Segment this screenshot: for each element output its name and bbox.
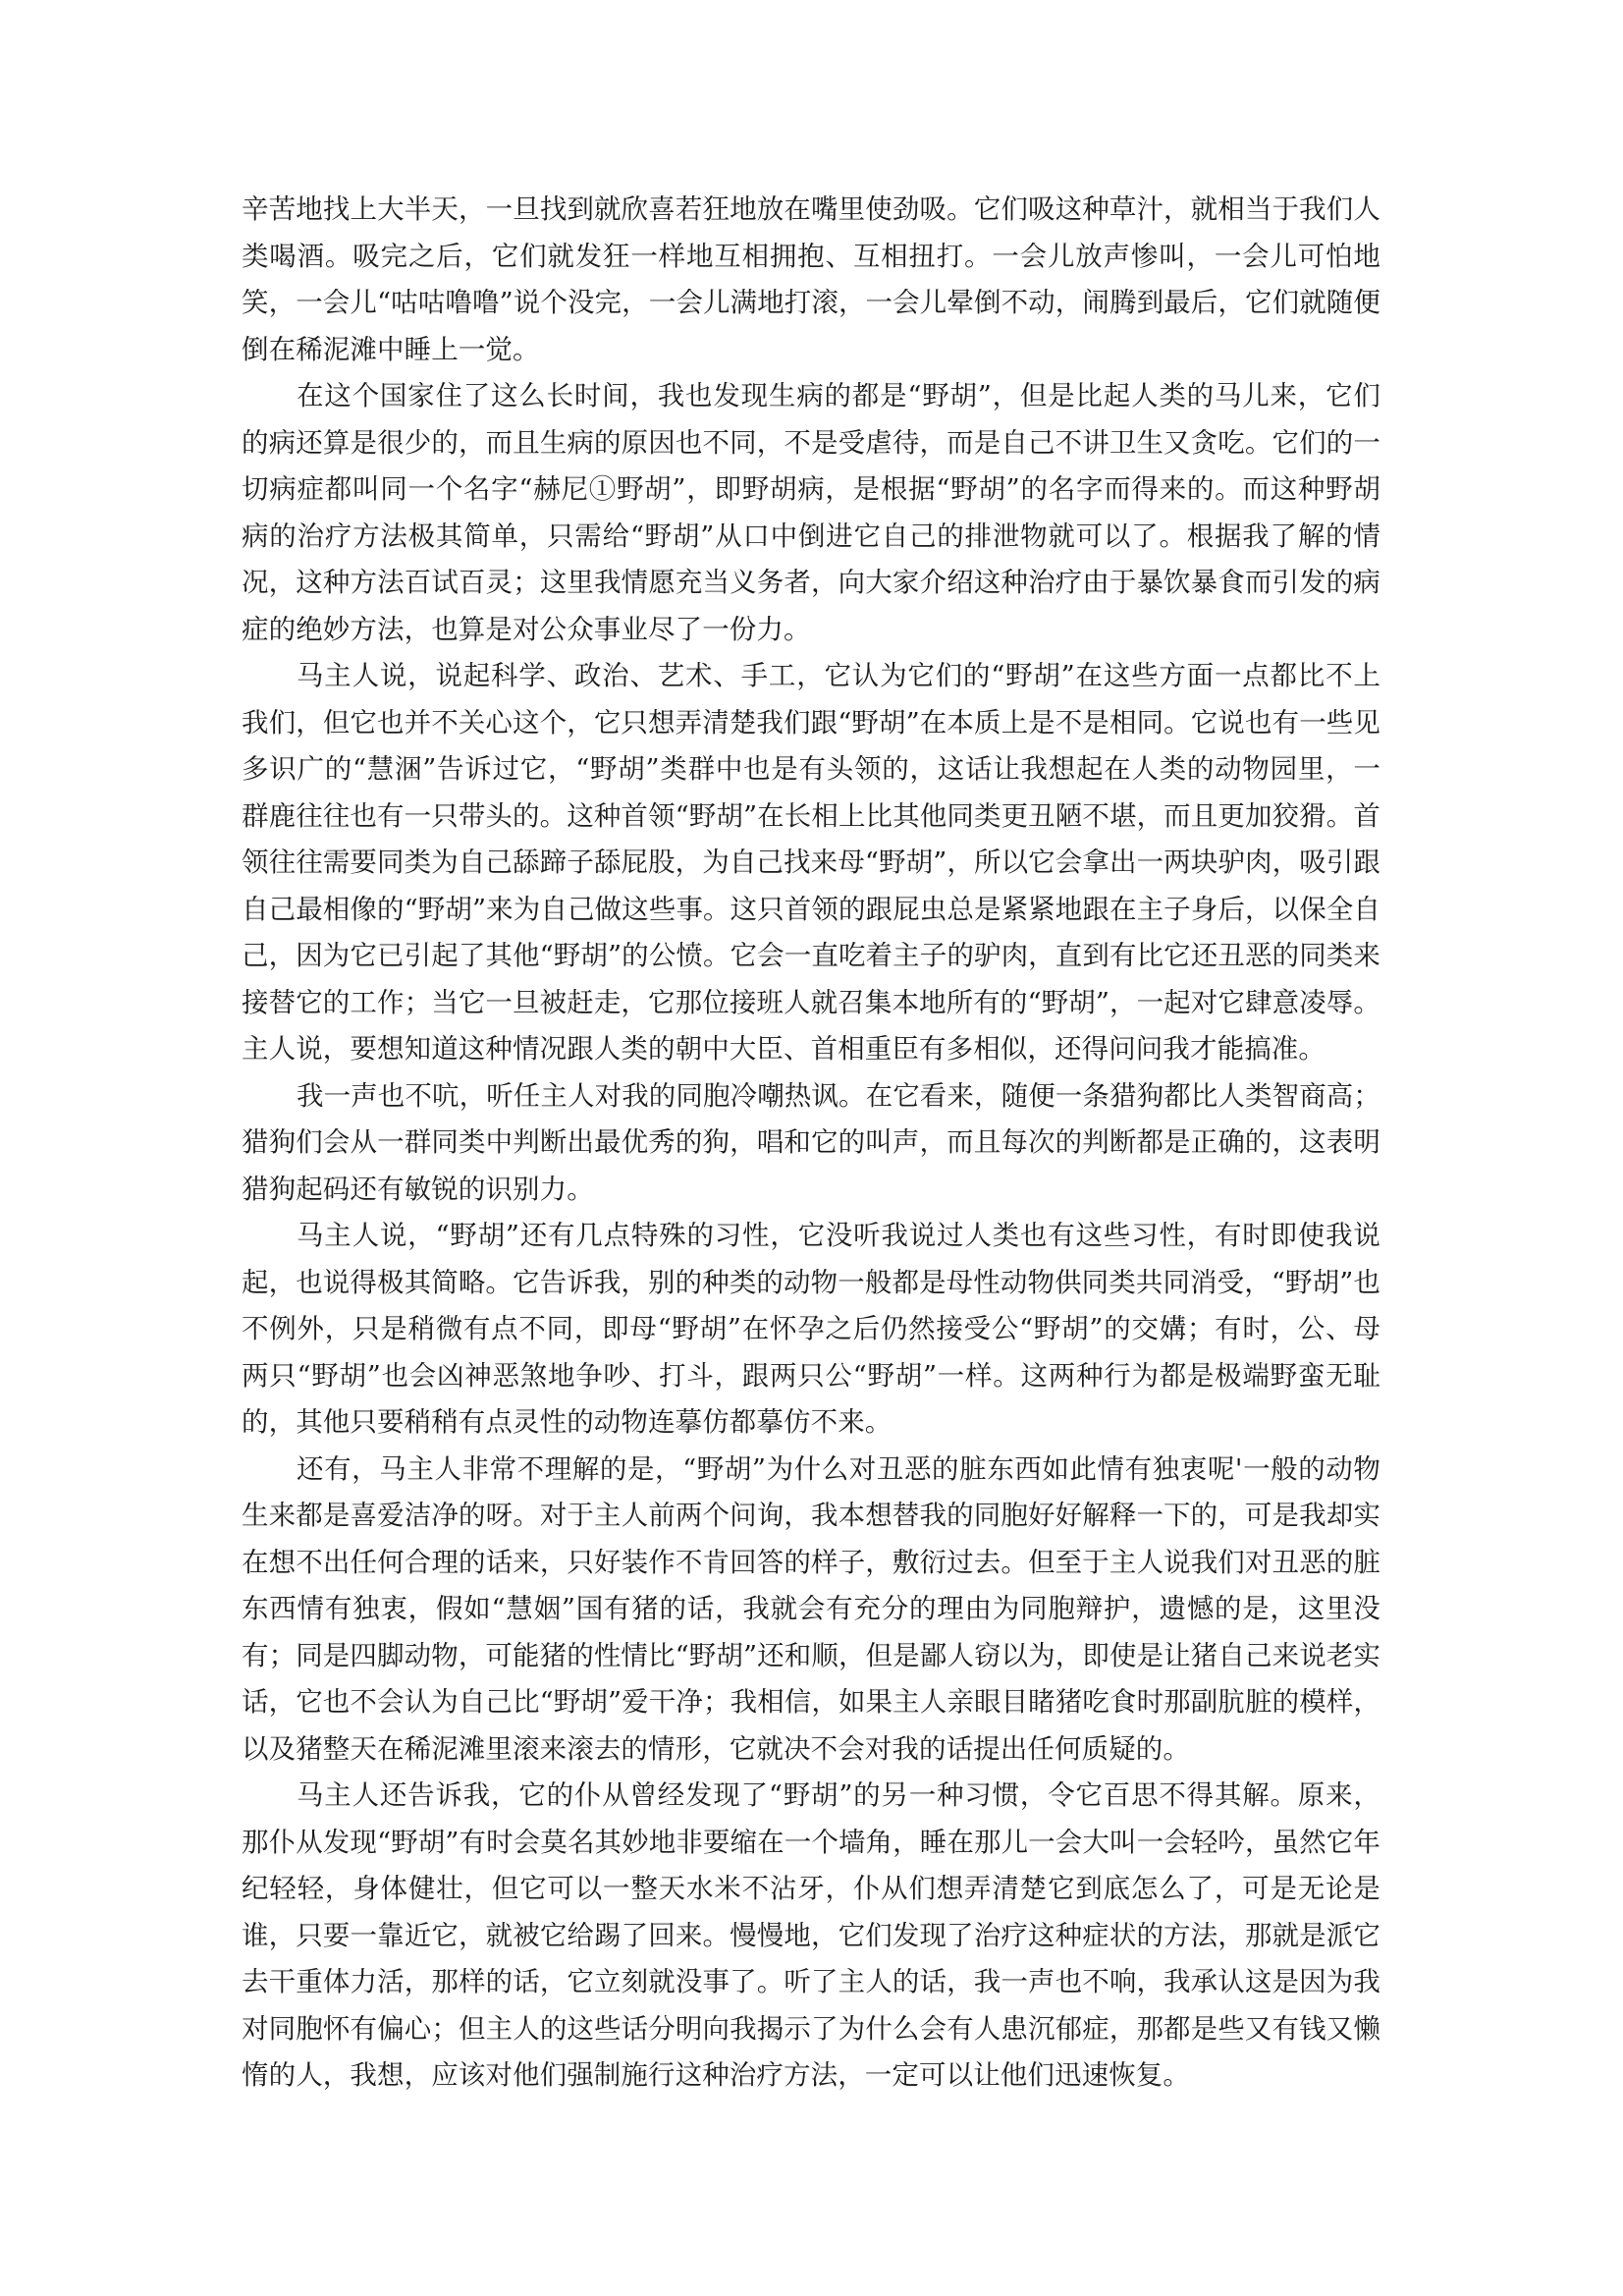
paragraph: 在这个国家住了这么长时间，我也发现生病的都是“野胡”，但是比起人类的马儿来，它们的病还算是很少的，而且生病的原因也不同，不是受虐待，而是自己不讲卫生又贪吃。它们的一切病症都叫同一个名字“赫尼①野胡”，即野胡病，是根据“野胡”的名字而得来的。而这种野胡病的治疗方法极其简单，只需给“野胡”从口中倒进它自己的排泄物就可以了。根据我了解的情况，这种方法百试百灵；这里我情愿充当义务者，向大家介绍这种治疗由于暴饮暴食而引发的病症的绝妙方法，也算是对公众事业尽了一份力。: [242, 380, 1380, 645]
paragraph: 我一声也不吭，听任主人对我的同胞冷嘲热讽。在它看来，随便一条猎狗都比人类智商高；猎狗们会从一群同类中判断出最优秀的狗，唱和它的叫声，而且每次的判断都是正确的，这表明猎狗起码还有敏锐的识别力。: [242, 1079, 1380, 1205]
paragraph: 还有，马主人非常不理解的是，“野胡”为什么对丑恶的脏东西如此情有独衷呢'一般的动物生来都是喜爱洁净的呀。对于主人前两个问询，我本想替我的同胞好好解释一下的，可是我却实在想不出任何合理的话来，只好装作不肯回答的样子，敷衍过去。但至于主人说我们对丑恶的脏东西情有独衷，假如“慧姻”国有猪的话，我就会有充分的理由为同胞辩护，遗憾的是，这里没有；同是四脚动物，可能猪的性情比“野胡”还和顺，但是鄙人窃以为，即使是让猪自己来说老实话，它也不会认为自己比“野胡”爱干净；我相信，如果主人亲眼目睹猪吃食时那副肮脏的模样，以及猪整天在稀泥滩里滚来滚去的情形，它就决不会对我的话提出任何质疑的。: [242, 1452, 1380, 1765]
paragraph: 马主人说，说起科学、政治、艺术、手工，它认为它们的“野胡”在这些方面一点都比不上我们，但它也并不关心这个，它只想弄清楚我们跟“野胡”在本质上是不是相同。它说也有一些见多识广的“慧涃”告诉过它，“野胡”类群中也是有头领的，这话让我想起在人类的动物园里，一群鹿往往也有一只带头的。这种首领“野胡”在长相上比其他同类更丑陋不堪，而且更加狡猾。首领往往需要同类为自己舔蹄子舔屁股，为自己找来母“野胡”，所以它会拿出一两块驴肉，吸引跟自己最相像的“野胡”来为自己做这些事。这只首领的跟屁虫总是紧紧地跟在主子身后，以保全自己，因为它已引起了其他“野胡”的公愤。它会一直吃着主子的驴肉，直到有比它还丑恶的同类来接替它的工作；当它一旦被赶走，它那位接班人就召集本地所有的“野胡”，一起对它肆意凌辱。主人说，要想知道这种情况跟人类的朝中大臣、首相重臣有多相似，还得问问我才能搞准。: [242, 660, 1380, 1065]
paragraph: 马主人说，“野胡”还有几点特殊的习性，它没听我说过人类也有这些习性，有时即使我说起，也说得极其简略。它告诉我，别的种类的动物一般都是母性动物供同类共同消受，“野胡”也不例外，只是稍微有点不同，即母“野胡”在怀孕之后仍然接受公“野胡”的交媾；有时，公、母两只“野胡”也会凶神恶煞地争吵、打斗，跟两只公“野胡”一样。这两种行为都是极端野蛮无耻的，其他只要稍稍有点灵性的动物连摹仿都摹仿不来。: [242, 1220, 1380, 1438]
paragraph: 马主人还告诉我，它的仆从曾经发现了“野胡”的另一种习惯，令它百思不得其解。原来，那仆从发现“野胡”有时会莫名其妙地非要缩在一个墙角，睡在那儿一会大叫一会轻吟，虽然它年纪轻轻，身体健壮，但它可以一整天水米不沾牙，仆从们想弄清楚它到底怎么了，可是无论是谁，只要一靠近它，就被它给踢了回来。慢慢地，它们发现了治疗这种症状的方法，那就是派它去干重体力活，那样的话，它立刻就没事了。听了主人的话，我一声也不响，我承认这是因为我对同胞怀有偏心；但主人的这些话分明向我揭示了为什么会有人患沉郁症，那都是些又有钱又懒惰的人，我想，应该对他们强制施行这种治疗方法，一定可以让他们迅速恢复。: [242, 1779, 1380, 2091]
body-text-column: [242, 187, 1380, 2100]
paragraph: 辛苦地找上大半天，一旦找到就欣喜若狂地放在嘴里使劲吸。它们吸这种草汁，就相当于我们人类喝酒。吸完之后，它们就发狂一样地互相拥抱、互相扭打。一会儿放声惨叫，一会儿可怕地笑，一会儿“咕咕噜噜”说个没完，一会儿满地打滚，一会儿晕倒不动，闹腾到最后，它们就随便倒在稀泥滩中睡上一觉。: [242, 193, 1380, 365]
